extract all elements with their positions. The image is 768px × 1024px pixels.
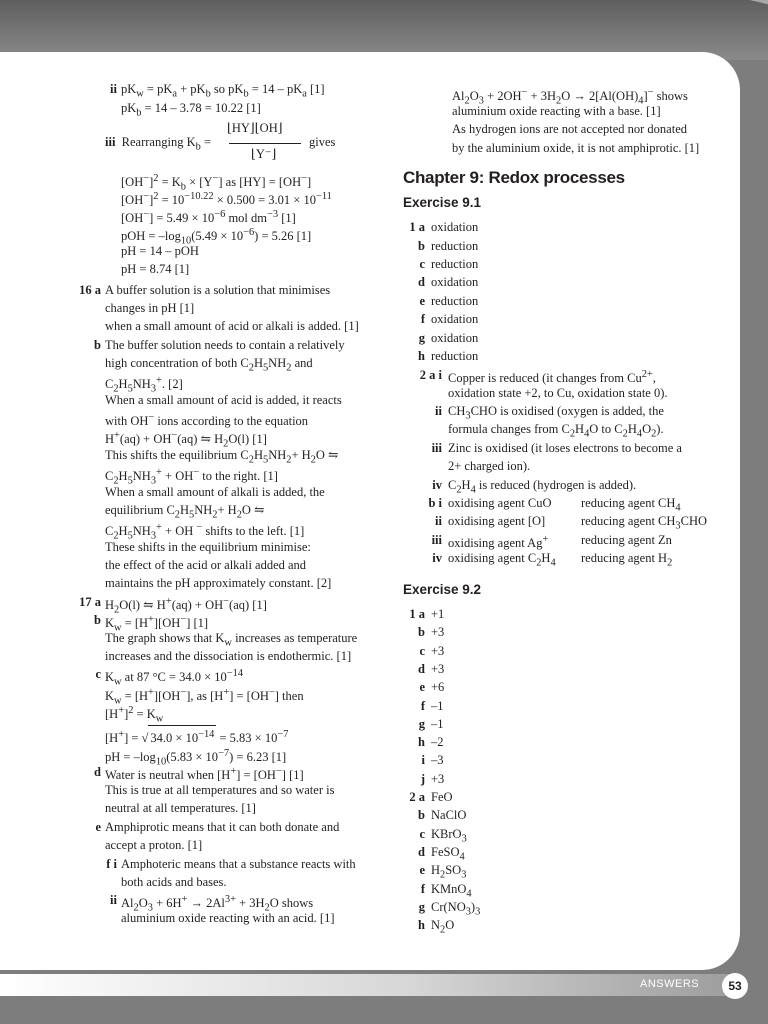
fraction-bar [229, 143, 301, 144]
ex91-line-7: reduction [431, 349, 479, 363]
left-line-26-label: b [94, 613, 101, 627]
left-line-22: These shifts in the equilibrium minimise: [105, 540, 311, 554]
ex91-line-6-label: g [418, 331, 425, 345]
ex91-line-10-label: ii [435, 404, 442, 418]
chapter-title: Chapter 9: Redox processes [403, 168, 625, 187]
ex92-line-10-label: 2 a [409, 790, 425, 804]
ex92-line-6: –1 [431, 716, 444, 731]
ex92-line-9: +3 [431, 771, 445, 786]
left-line-39-label: f i [106, 857, 117, 871]
right-top-line-0: $Al_2O_3 + 2OH^- + 3H_2O \to 2[Al(OH)_4]^-$ shows [452, 87, 688, 107]
ex92-line-6-label: g [418, 716, 425, 731]
ex92-line-4-label: e [419, 680, 425, 695]
left-line-3: $[OH^-]^2 = 10^{-10.22} \times 0.500 = 3.01 \times 10^{-11}$ [121, 191, 332, 208]
ex92-line-15-label: f [420, 881, 425, 896]
ex91-line-0-label: 1 a [409, 220, 425, 234]
left-line-26: $K_w = [H^+][OH^-]$ [1] [105, 614, 209, 634]
ex91-line-7-label: h [418, 349, 425, 363]
left-line-19: When a small amount of alkali is added, the [105, 485, 325, 499]
ex91-agent-red-3: reducing agent $H_2$ [581, 551, 673, 569]
ex91-agent-ox-3: oxidising agent $C_2H_4$ [448, 551, 556, 569]
rearranging-text: Rearranging K [121, 135, 196, 149]
ex91-line-4-label: e [419, 294, 425, 308]
left-line-24: maintains the pH approximately constant. [2] [105, 576, 332, 590]
left-line-40: both acids and bases. [121, 875, 227, 889]
ex91-agent-ox-3-label: iv [432, 551, 442, 565]
left-line-10: when a small amount of acid or alkali is added. [1] [105, 319, 359, 333]
ex91-agent-ox-2: oxidising agent Ag+ [448, 534, 549, 551]
ex92-line-3-label: d [418, 661, 425, 676]
left-line-14: When a small amount of acid is added, it reacts [105, 393, 342, 407]
gives-text: gives [309, 135, 336, 149]
left-line-25: $H_2O(l)$ ⇋ H+(aq) + OH−(aq) [1] [105, 596, 267, 616]
left-line-35: This is true at all temperatures and so water is [105, 783, 335, 797]
top-banner [0, 0, 768, 60]
left-line-33: pH = $-\log_{10}(5.83 \times 10^{-7}) = 6.23$ [1] [105, 748, 287, 768]
left-line-25-label: 17 a [79, 595, 101, 609]
ex91-line-12: Zinc is oxidised (it loses electrons to become a [448, 441, 682, 455]
ex91-agent-ox-1: oxidising agent [O] [448, 514, 546, 528]
left-line-6: pH = 14 – pOH [121, 244, 199, 258]
ex91-agent-ox-0: oxidising agent CuO [448, 496, 552, 510]
ex92-line-2-label: c [419, 643, 425, 658]
footer-label: ANSWERS [640, 978, 700, 990]
left-line-27: The graph shows that $K_w$ increases as temperature [105, 631, 358, 649]
ex92-line-11: NaClO [431, 808, 467, 823]
left-line-0: $pK_w = pK_a + pK_b$ so $pK_b = 14 - pK_a$ [1] [121, 82, 325, 100]
item-label: iii [105, 135, 116, 149]
ex92-line-8-label: i [421, 753, 425, 768]
ex92-line-3: +3 [431, 661, 445, 676]
left-line-21: $C_2H_5NH_3^+$ + OH − shifts to the left. [1] [105, 522, 305, 542]
ex91-line-3: oxidation [431, 275, 479, 289]
left-line-11-label: b [94, 338, 101, 352]
left-line-0-label: ii [110, 82, 117, 96]
ex91-agent-ox-2-label: iii [431, 533, 442, 547]
ex91-line-13: 2+ charged ion). [448, 459, 531, 473]
left-line-15: with OH− ions according to the equation [105, 412, 309, 429]
ex91-line-2: reduction [431, 257, 479, 271]
right-top-line-2: As hydrogen ions are not accepted nor donated [452, 122, 687, 136]
ex91-line-14: $C_2H_4$ is reduced (hydrogen is added). [448, 478, 637, 496]
fraction-denominator: ⌊Y⁻⌋ [251, 147, 277, 161]
ex91-line-0: oxidation [431, 220, 479, 234]
ex92-line-14-label: e [419, 863, 425, 878]
left-line-2: $[OH^-]^2 = K_b \times [Y^-]$ as [HY] = [OH−] [121, 173, 312, 193]
left-line-42: aluminium oxide reacting with an acid. [1] [121, 911, 335, 925]
ex92-line-13: FeSO$_4$ [431, 844, 465, 863]
left-line-9: changes in pH [1] [105, 301, 195, 315]
ex92-line-13-label: d [418, 844, 425, 859]
ex91-agent-red-1: reducing agent $CH_3CHO$ [581, 514, 708, 532]
ex91-line-10: $CH_3CHO$ is oxidised (oxygen is added, the [448, 404, 664, 422]
ex92-line-1: +3 [431, 625, 445, 640]
left-line-37: Amphiprotic means that it can both donate and [105, 820, 340, 834]
left-line-8: A buffer solution is a solution that minimises [105, 283, 331, 297]
ex92-line-16-label: g [418, 899, 425, 914]
left-line-28: increases and the dissociation is endothermic. [1] [105, 649, 352, 663]
ex91-line-2-label: c [419, 257, 425, 271]
left-line-39: Amphoteric means that a substance reacts with [121, 857, 356, 871]
right-top-line-1: aluminium oxide reacting with a base. [1] [452, 104, 661, 118]
ex91-line-1-label: b [418, 239, 425, 253]
ex92-line-10: FeO [431, 790, 453, 804]
right-top-line-3: by the aluminium oxide, it is not amphiprotic. [1] [452, 141, 700, 155]
left-line-41-label: ii [110, 893, 117, 907]
left-line-36: neutral at all temperatures. [1] [105, 801, 256, 815]
ex91-agent-ox-1-label: ii [435, 514, 442, 528]
ex92-line-1-label: b [418, 625, 425, 640]
left-line-7: pH = 8.74 [1] [121, 262, 190, 276]
ex91-line-8-label: 2 a i [419, 368, 442, 382]
left-line-30: $K_w = [H^+][OH^-]$, as [H+] = [OH−] then [105, 687, 304, 707]
left-line-4: $[OH^-] = 5.49 \times 10^{-6}$ mol $dm^{-3}$ [1] [121, 209, 296, 226]
ex91-line-3-label: d [418, 275, 425, 289]
ex91-agent-ox-0-label: b i [428, 496, 442, 510]
left-line-23: the effect of the acid or alkali added and [105, 558, 307, 572]
subscript: b [195, 141, 201, 153]
ex91-agent-red-0: reducing agent $CH_4$ [581, 496, 681, 514]
ex91-line-6: oxidation [431, 331, 479, 345]
ex92-line-11-label: b [418, 808, 425, 823]
ex92-line-0: +1 [431, 607, 445, 621]
left-line-29: $K_w$ at 87 $^\circ C = 34.0 \times 10^{-14}$ [105, 668, 244, 688]
left-line-5: pOH = $-\log_{10}(5.49 \times 10^{-6}) = 5.26$ [1] [121, 227, 312, 247]
left-line-17: This shifts the equilibrium $C_2H_5NH_2+ H_2O$ ⇋ [105, 448, 339, 466]
fraction-numerator: ⌊HY⌋⌊OH⌋ [227, 121, 283, 135]
ex92-line-12-label: c [419, 826, 425, 841]
equals-sign: = [200, 135, 211, 149]
ex91-line-1: reduction [431, 239, 479, 253]
left-line-20: equilibrium $C_2H_5NH_2+ H_2O$ ⇋ [105, 503, 265, 521]
left-line-32: [H+] = √ $34.0 \times 10^{-14} = 5.83 \times 10^{-7}$ [105, 725, 288, 747]
ex91-line-5: oxidation [431, 312, 479, 326]
left-line-29-label: c [95, 667, 101, 681]
left-line-13: $C_2H_5NH_3^+$. [2] [105, 375, 183, 395]
ex91-line-9: oxidation state +2, to Cu, oxidation state 0). [448, 386, 668, 400]
left-line-11: The buffer solution needs to contain a relatively [105, 338, 345, 352]
ex92-line-7: –2 [431, 735, 444, 750]
footer-strip [0, 974, 740, 996]
ex92-line-4: +6 [431, 680, 445, 695]
ex91-line-4: reduction [431, 294, 479, 308]
ex92-line-7-label: h [418, 735, 425, 750]
ex92-line-17: $N_2O$ [431, 918, 455, 936]
ex92-line-14: $H_2SO_3$ [431, 863, 467, 881]
left-line-34: Water is neutral when [H+] = [OH−] [1] [105, 766, 304, 783]
left-line-12: high concentration of both $C_2H_5NH_2$ and [105, 356, 313, 374]
ex92-line-12: KBrO$_3$ [431, 826, 467, 845]
exercise-9-1-title: Exercise 9.1 [403, 195, 482, 210]
left-line-38: accept a proton. [1] [105, 838, 203, 852]
exercise-9-2-title: Exercise 9.2 [403, 582, 482, 597]
ex91-line-11: formula changes from $C_2H_4O$ to $C_2H_4O_2$). [448, 422, 664, 440]
left-line-34-label: d [94, 765, 101, 779]
left-line-16: H+(aq) + OH−(aq) ⇋ $H_2O(l)$ [1] [105, 430, 267, 450]
left-line-37-label: e [95, 820, 101, 834]
ex92-line-15: KMnO$_4$ [431, 881, 472, 899]
left-line-8-label: 16 a [79, 283, 101, 297]
ex92-line-17-label: h [418, 918, 425, 933]
ex91-agent-red-2: reducing agent Zn [581, 533, 672, 547]
ex92-line-5-label: f [420, 698, 425, 713]
ex91-line-12-label: iii [431, 441, 442, 455]
ex92-line-5: –1 [431, 698, 444, 713]
left-line-1: $pK_b = 14 - 3.78 = 10.22$ [1] [121, 101, 261, 119]
left-line-31: $[H^+]^2 = K_w$ [105, 705, 164, 725]
ex91-line-14-label: iv [432, 478, 442, 492]
ex92-line-0-label: 1 a [409, 607, 425, 621]
ex92-line-8: –3 [431, 753, 444, 768]
ex91-line-5-label: f [420, 312, 425, 326]
page-number: 53 [722, 973, 748, 999]
left-line-41: $Al_2O_3 + 6H^+ \to 2Al^{3+} + 3H_2O$ shows [121, 894, 314, 914]
ex92-line-16: $Cr(NO_3)_3$ [431, 899, 481, 918]
ex92-line-2: +3 [431, 643, 445, 658]
left-line-18: $C_2H_5NH_3^+ + OH^-$ to the right. [1] [105, 467, 278, 487]
ex92-line-9-label: j [420, 771, 425, 786]
ex91-line-8: Copper is reduced (it changes from $Cu^{2+}$, [448, 369, 656, 386]
rearranging-line [105, 133, 211, 157]
